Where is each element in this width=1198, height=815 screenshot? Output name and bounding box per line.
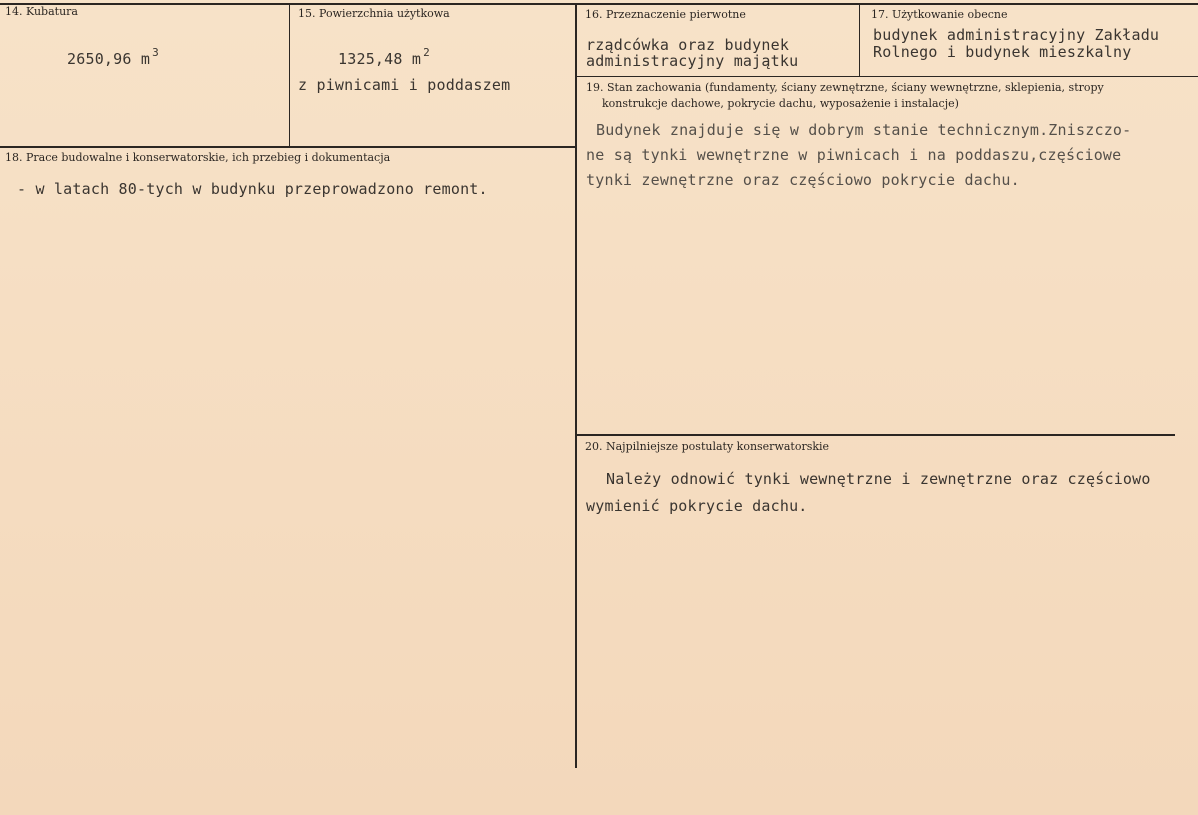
field-19-label-line-1: 19. Stan zachowania (fundamenty, ściany zewnętrzne, ściany wewnętrzne, sklepienia, stropy	[586, 81, 1104, 94]
divider-16-17	[859, 3, 860, 76]
field-20-line-1: Należy odnowić tynki wewnętrzne i zewnętrzne oraz częściowo	[606, 470, 1151, 488]
field-17-line-2: Rolnego i budynek mieszkalny	[873, 43, 1132, 61]
field-17-line-1: budynek administracyjny Zakładu	[873, 26, 1160, 44]
kubatura-unit-exponent: 3	[152, 46, 159, 59]
divider-row1-row2-left	[0, 146, 575, 148]
field-16-label: 16. Przeznaczenie pierwotne	[585, 8, 746, 21]
field-15-value	[338, 46, 430, 68]
field-18-text: - w latach 80-tych w budynku przeprowadzono remont.	[17, 180, 488, 198]
divider-left-right	[575, 3, 577, 768]
field-15-note: z piwnicami i poddaszem	[298, 76, 511, 94]
field-19-line-3: tynki zewnętrzne oraz częściowo pokrycie dachu.	[586, 171, 1020, 189]
field-18-label: 18. Prace budowalne i konserwatorskie, ich przebieg i dokumentacja	[5, 151, 391, 164]
field-17-label: 17. Użytkowanie obecne	[871, 8, 1008, 21]
field-14-label: 14. Kubatura	[5, 5, 78, 18]
field-20-label: 20. Najpilniejsze postulaty konserwatorskie	[585, 440, 830, 453]
field-16-line-1: rządcówka oraz budynek	[586, 36, 790, 54]
field-15-label: 15. Powierzchnia użytkowa	[298, 7, 450, 20]
field-20-line-2: wymienić pokrycie dachu.	[586, 497, 808, 515]
divider-19-20	[575, 434, 1175, 436]
divider-row1-row2-right	[575, 76, 1198, 77]
field-19-line-2: ne są tynki wewnętrzne w piwnicach i na poddaszu,częściowe	[586, 146, 1122, 164]
kubatura-value: 2650,96 m	[67, 50, 151, 68]
field-14-value	[67, 46, 159, 68]
field-16-line-2: administracyjny majątku	[586, 52, 799, 70]
field-19-label-line-2: konstrukcje dachowe, pokrycie dachu, wyposażenie i instalacje)	[602, 97, 959, 110]
divider-14-15	[289, 3, 290, 146]
field-19-line-1: Budynek znajduje się w dobrym stanie technicznym.Zniszczo-	[596, 121, 1132, 139]
powierzchnia-value: 1325,48 m	[338, 50, 422, 68]
powierzchnia-unit-exponent: 2	[423, 46, 430, 59]
top-border-line	[0, 3, 1198, 5]
